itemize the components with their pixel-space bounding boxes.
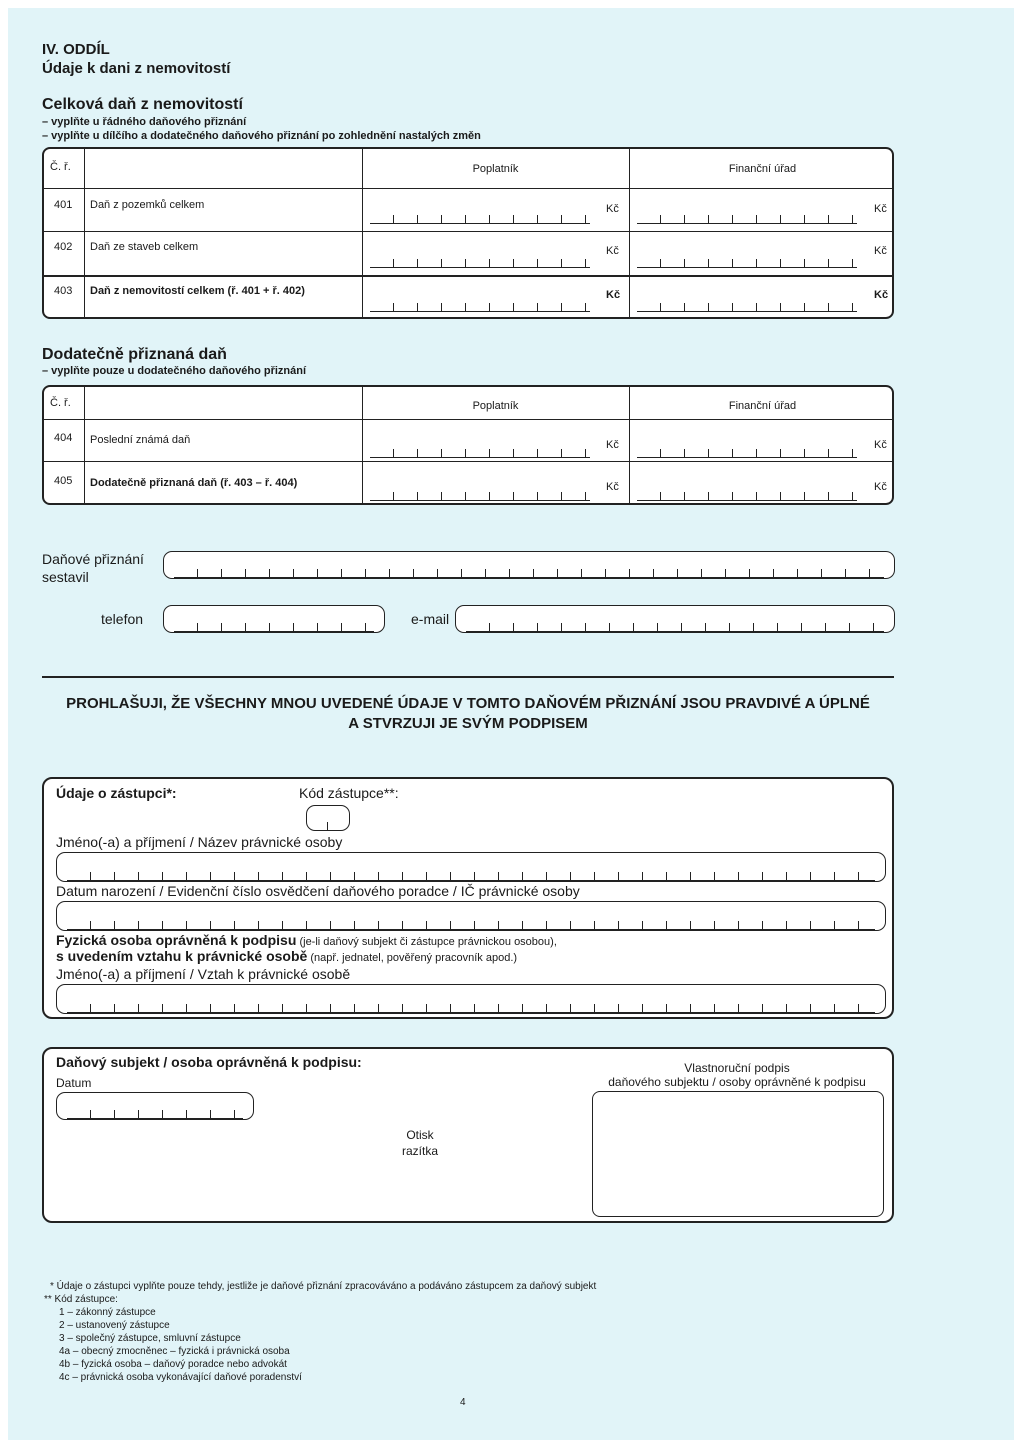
payer-amount-field[interactable]: [370, 492, 590, 501]
additional-tax-note: – vyplňte pouze u dodatečného daňového přiznání: [42, 365, 307, 377]
col-header-office: Finanční úřad: [728, 400, 797, 412]
signature-label: [592, 1061, 882, 1089]
payer-amount-field[interactable]: [370, 215, 590, 224]
total-tax-table: [42, 147, 894, 319]
signature-label-1: Vlastnoruční podpis: [684, 1061, 790, 1075]
authorized-person-note-2: [56, 949, 517, 966]
compiled-by-label-2: sestavil: [42, 569, 89, 585]
stamp-label: [364, 1127, 476, 1159]
currency-label: Kč: [606, 481, 619, 493]
code-item: 3 – společný zástupce, smluvní zástupce: [59, 1333, 241, 1344]
representative-id-label: Datum narození / Evidenční číslo osvědčení daňového poradce / IČ právnické osoby: [56, 883, 580, 899]
compiled-by-field[interactable]: [163, 551, 895, 579]
date-label: Datum: [56, 1076, 92, 1090]
footnote-double-star: ** Kód zástupce:: [44, 1294, 118, 1305]
payer-amount-field[interactable]: [370, 303, 590, 312]
representative-code-field[interactable]: [306, 805, 350, 831]
total-tax-note-1: – vyplňte u řádného daňového přiznání: [42, 116, 247, 128]
currency-label: Kč: [606, 203, 619, 215]
authorized-person-bold: Fyzická osoba oprávněná k podpisu: [56, 932, 297, 948]
row-label: Poslední známá daň: [90, 434, 191, 446]
date-field[interactable]: [56, 1092, 254, 1120]
office-amount-field[interactable]: [637, 449, 857, 458]
total-tax-note-2: – vyplňte u dílčího a dodatečného daňového přiznání po zohlednění nastalých změn: [42, 130, 481, 142]
row-label: Dodatečně přiznaná daň (ř. 403 – ř. 404): [90, 477, 298, 489]
phone-field[interactable]: [163, 605, 385, 633]
representative-name-field[interactable]: [56, 852, 886, 882]
currency-label: Kč: [874, 289, 889, 301]
col-header-number: Č. ř.: [50, 161, 71, 173]
additional-tax-heading: Dodatečně přiznaná daň: [42, 346, 227, 363]
email-label: e-mail: [411, 611, 450, 627]
office-amount-field[interactable]: [637, 259, 857, 268]
payer-amount-field[interactable]: [370, 449, 590, 458]
code-item: 4a – obecný zmocněnec – fyzická i právnická osoba: [59, 1346, 290, 1357]
code-item: 1 – zákonný zástupce: [59, 1307, 156, 1318]
footnote-star: * Údaje o zástupci vyplňte pouze tehdy, jestliže je daňové přiznání zpracováváno a podáváno zástupcem za daňový subjekt: [50, 1281, 597, 1292]
col-header-number: Č. ř.: [50, 397, 71, 409]
signature-label-2: daňového subjektu / osoby oprávněné k podpisu: [608, 1075, 866, 1089]
row-number: 404: [54, 432, 73, 444]
office-amount-field[interactable]: [637, 303, 857, 312]
tax-subject-title: Daňový subjekt / osoba oprávněná k podpisu:: [56, 1054, 362, 1070]
section-title: Údaje k dani z nemovitostí: [42, 60, 231, 77]
page-number: 4: [460, 1397, 466, 1408]
section-number: IV. ODDÍL: [42, 41, 110, 58]
declaration-line-1: PROHLAŠUJI, ŽE VŠECHNY MNOU UVEDENÉ ÚDAJE V TOMTO DAŇOVÉM PŘIZNÁNÍ JSOU PRAVDIVÉ A ÚPLNÉ: [66, 695, 870, 712]
representative-code-label: Kód zástupce**:: [299, 785, 399, 801]
office-amount-field[interactable]: [637, 492, 857, 501]
stamp-label-2: razítka: [401, 1144, 438, 1158]
email-field[interactable]: [455, 605, 895, 633]
separator-line: [42, 676, 894, 678]
currency-label: Kč: [606, 439, 619, 451]
representative-id-field[interactable]: [56, 901, 886, 931]
row-label: Daň ze staveb celkem: [90, 241, 199, 253]
compiled-by-label-1: Daňové přiznání: [42, 551, 144, 567]
representative-title: Údaje o zástupci*:: [56, 785, 177, 801]
authorized-person-label: Jméno(-a) a příjmení / Vztah k právnické osobě: [56, 966, 351, 982]
signature-field[interactable]: [592, 1091, 884, 1217]
row-label: Daň z nemovitostí celkem (ř. 401 + ř. 402): [90, 285, 305, 297]
currency-label: Kč: [606, 245, 619, 257]
code-item: 2 – ustanovený zástupce: [59, 1320, 170, 1331]
authorized-person-rest: (je-li daňový subjekt či zástupce právnickou osobou),: [296, 936, 557, 948]
currency-label: Kč: [606, 289, 621, 301]
authorized-person-field[interactable]: [56, 984, 886, 1014]
declaration-line-2: A STVRZUJI JE SVÝM PODPISEM: [348, 715, 588, 732]
currency-label: Kč: [874, 203, 887, 215]
relation-rest: (např. jednatel, pověřený pracovník apod.): [307, 952, 518, 964]
relation-bold: s uvedením vztahu k právnické osobě: [56, 948, 308, 964]
code-item: 4b – fyzická osoba – daňový poradce nebo advokát: [59, 1359, 287, 1370]
col-header-payer: Poplatník: [472, 400, 519, 412]
row-label: Daň z pozemků celkem: [90, 199, 205, 211]
row-number: 401: [54, 199, 73, 211]
row-number: 403: [54, 285, 73, 297]
phone-label: telefon: [101, 611, 144, 627]
total-tax-heading: Celková daň z nemovitostí: [42, 96, 243, 113]
form-page: [8, 8, 1014, 1440]
col-header-office: Finanční úřad: [728, 163, 797, 175]
representative-name-label: Jméno(-a) a příjmení / Název právnické osoby: [56, 834, 343, 850]
additional-tax-table: [42, 385, 894, 505]
currency-label: Kč: [874, 481, 887, 493]
representative-box: [42, 777, 894, 1019]
code-item: 4c – právnická osoba vykonávající daňové poradenství: [59, 1372, 302, 1383]
payer-amount-field[interactable]: [370, 259, 590, 268]
currency-label: Kč: [874, 439, 887, 451]
col-header-payer: Poplatník: [472, 163, 519, 175]
row-number: 405: [54, 475, 73, 487]
office-amount-field[interactable]: [637, 215, 857, 224]
stamp-label-1: Otisk: [406, 1128, 434, 1142]
currency-label: Kč: [874, 245, 887, 257]
row-number: 402: [54, 241, 73, 253]
tax-subject-box: [42, 1047, 894, 1223]
